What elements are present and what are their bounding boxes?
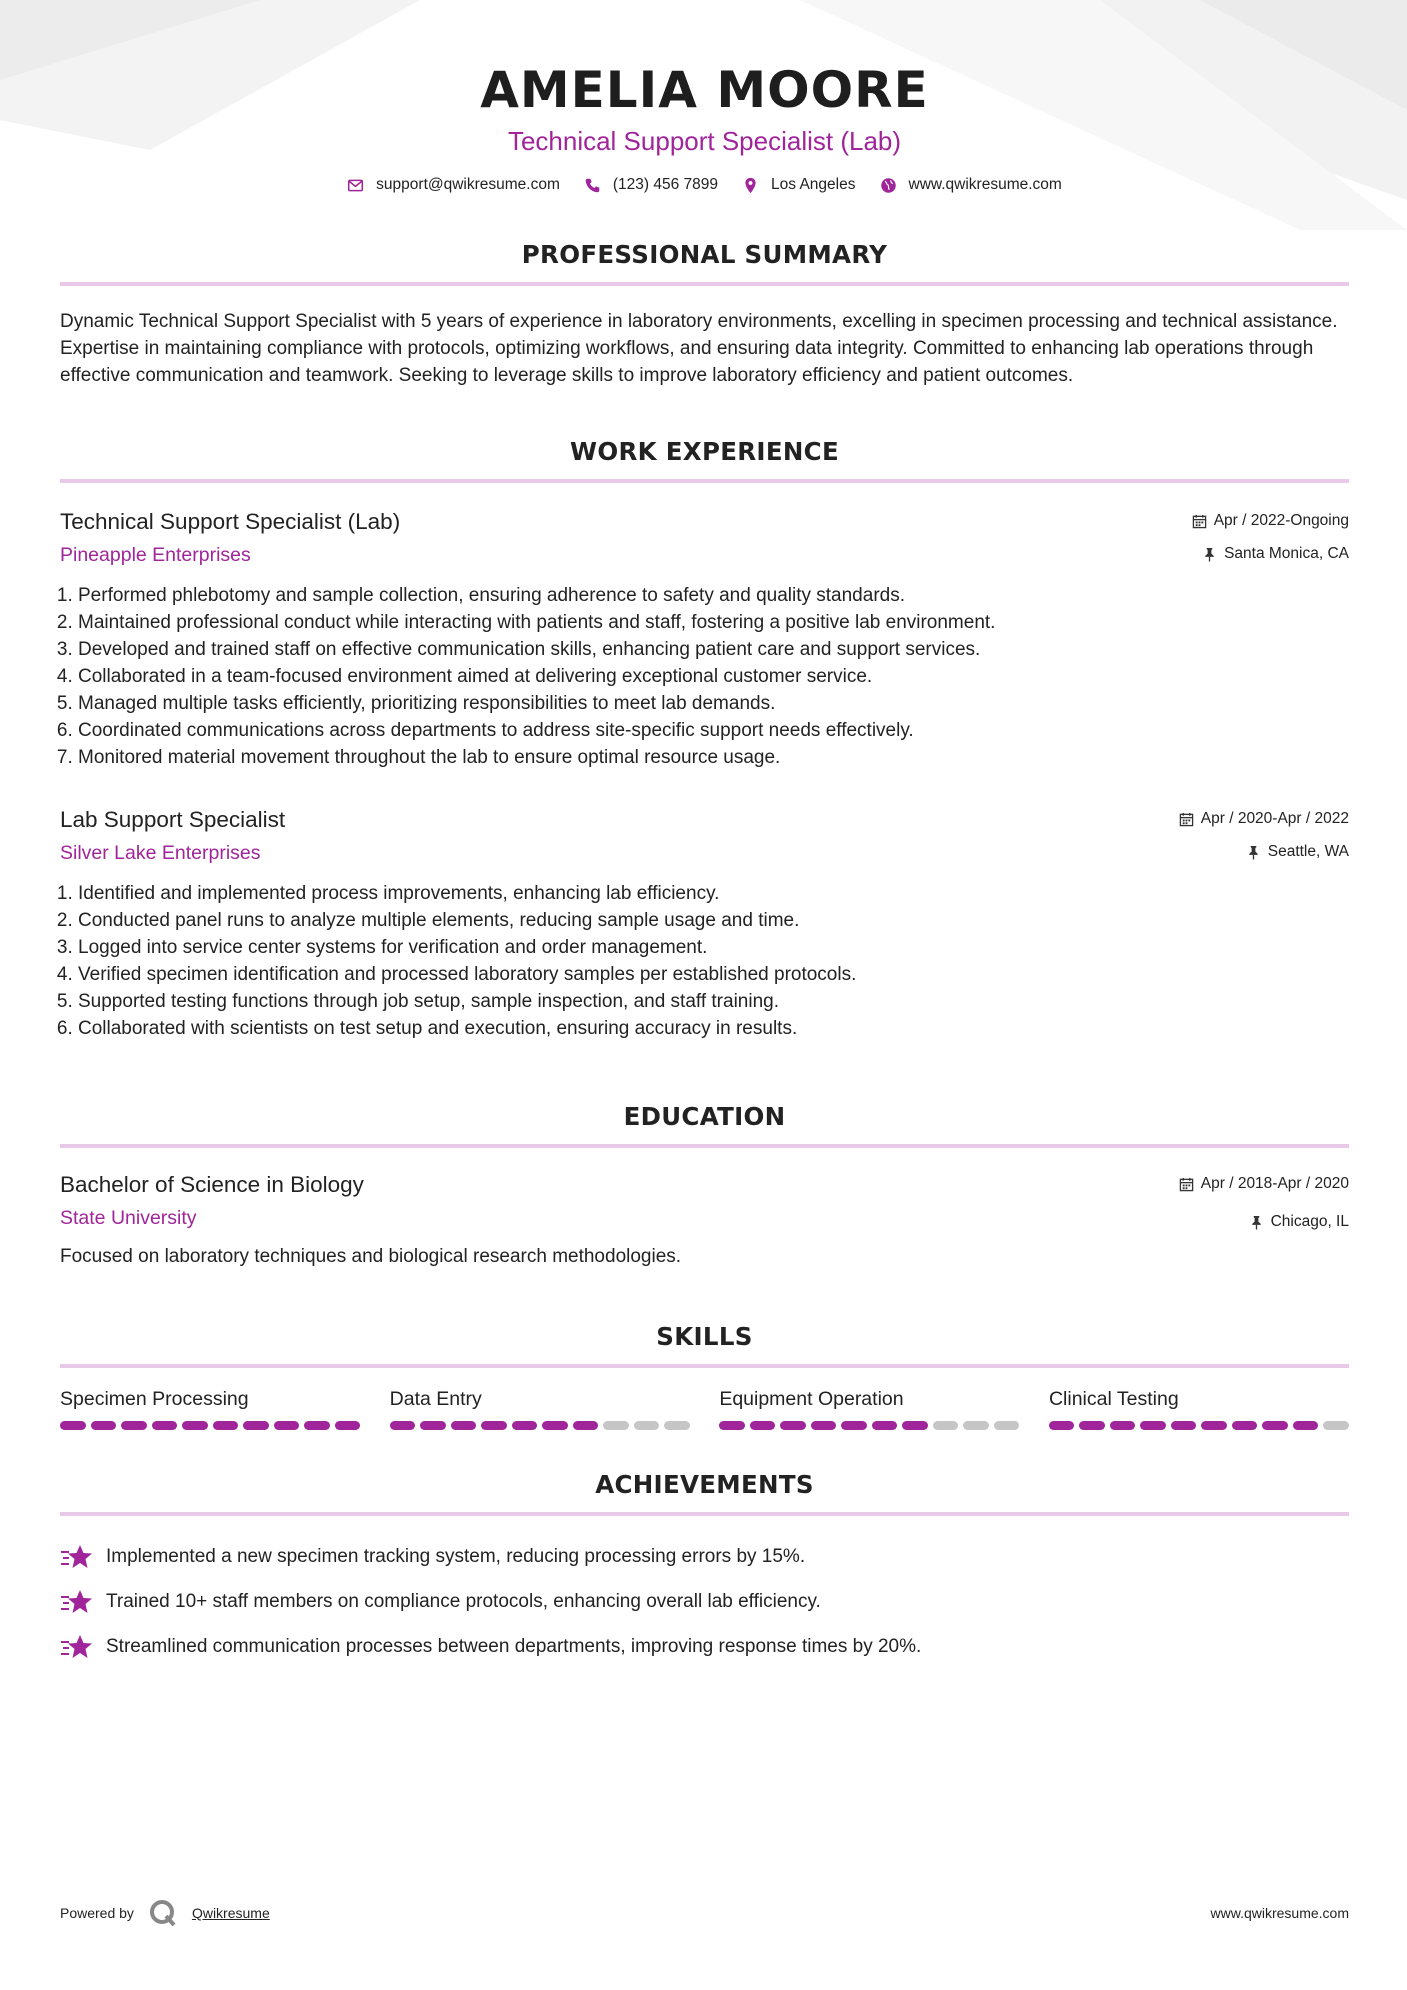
skill-level-segment: [1140, 1421, 1166, 1430]
resume-page: [60, 0, 1349, 1669]
skill-level-segment: [121, 1421, 147, 1430]
job-location: Santa Monica, CA: [1224, 545, 1349, 562]
qwikresume-logo-icon: [148, 1898, 178, 1928]
skill-level-segment: [1049, 1421, 1075, 1430]
job-location: Seattle, WA: [1267, 843, 1349, 860]
education-entry: [60, 1170, 1349, 1270]
skill-level-segment: [780, 1421, 806, 1430]
calendar-icon: [1192, 514, 1207, 529]
skill-level-segment: [573, 1421, 599, 1430]
skill-item: [60, 1386, 360, 1430]
experience-section: [60, 437, 1349, 1042]
contact-website[interactable]: [880, 176, 1062, 194]
footer-website[interactable]: www.qwikresume.com: [1210, 1905, 1349, 1921]
skill-name: Specimen Processing: [60, 1388, 249, 1410]
star-icon: [60, 1588, 94, 1616]
qwikresume-link[interactable]: Qwikresume: [191, 1905, 270, 1921]
candidate-name: AMELIA MOORE: [480, 61, 929, 119]
job-meta: [1179, 809, 1349, 875]
globe-icon: [880, 177, 897, 194]
skill-level-segment: [1201, 1421, 1227, 1430]
skill-level-segment: [213, 1421, 239, 1430]
contact-location: [742, 176, 855, 194]
list-item: 5. Managed multiple tasks efficiently, prioritizing responsibilities to meet lab demands.: [78, 690, 1349, 717]
list-item: 5. Supported testing functions through job setup, sample inspection, and staff training.: [78, 988, 1349, 1015]
skill-level-segment: [512, 1421, 538, 1430]
list-item: 6. Coordinated communications across departments to address site-specific support needs effectively.: [78, 717, 1349, 744]
skill-level-segment: [274, 1421, 300, 1430]
pin-icon: [1202, 547, 1217, 562]
job-entry: [60, 805, 1349, 1042]
list-item: 6. Collaborated with scientists on test setup and execution, ensuring accuracy in results.: [78, 1015, 1349, 1042]
school-name: State University: [60, 1207, 197, 1229]
skill-level-segment: [1262, 1421, 1288, 1430]
skill-level-segment: [603, 1421, 629, 1430]
skill-level-segment: [335, 1421, 361, 1430]
skill-level-bar: [719, 1421, 1019, 1430]
skill-level-segment: [1232, 1421, 1258, 1430]
summary-heading: PROFESSIONAL SUMMARY: [521, 240, 888, 269]
education-heading: EDUCATION: [623, 1102, 786, 1131]
skill-level-segment: [243, 1421, 269, 1430]
skill-level-segment: [304, 1421, 330, 1430]
skills-heading: SKILLS: [656, 1322, 753, 1351]
summary-text: Dynamic Technical Support Specialist with 5 years of experience in laboratory environments, excelling in specimen processing and technical assistance. Expertise in maintaining compliance with protocols, optimizing workflows, and ensuring data integrity. Committed to enhancing lab operations through effective communication and teamwork. Seeking to leverage skills to improve laboratory efficiency and patient outcomes.: [60, 311, 1338, 386]
section-divider: [60, 282, 1349, 286]
achievement-text: Streamlined communication processes between departments, improving response times by 20%.: [106, 1635, 922, 1657]
skill-item: [390, 1386, 690, 1430]
list-item: 7. Monitored material movement throughout the lab to ensure optimal resource usage.: [78, 744, 1349, 771]
skill-level-segment: [1110, 1421, 1136, 1430]
achievements-list: [60, 1534, 1349, 1669]
email-icon: [347, 177, 364, 194]
phone-icon: [584, 177, 601, 194]
job-dates: Apr / 2022-Ongoing: [1213, 512, 1349, 529]
skill-level-bar: [60, 1421, 360, 1430]
skill-level-segment: [152, 1421, 178, 1430]
achievement-item: [60, 1534, 1349, 1579]
job-entry: [60, 507, 1349, 771]
skill-level-segment: [1293, 1421, 1319, 1430]
achievements-section: [60, 1470, 1349, 1669]
job-title: Technical Support Specialist (Lab): [60, 509, 401, 534]
section-divider: [60, 1144, 1349, 1148]
skill-level-segment: [902, 1421, 928, 1430]
section-divider: [60, 479, 1349, 483]
calendar-icon: [1179, 812, 1194, 827]
job-bullets: [60, 582, 1349, 771]
achievement-text: Implemented a new specimen tracking system, reducing processing errors by 15%.: [106, 1545, 806, 1567]
contact-row: [60, 176, 1349, 194]
skill-level-segment: [451, 1421, 477, 1430]
list-item: 1. Performed phlebotomy and sample collection, ensuring adherence to safety and quality standards.: [78, 582, 1349, 609]
skill-level-segment: [750, 1421, 776, 1430]
star-icon: [60, 1543, 94, 1571]
education-location: Chicago, IL: [1270, 1213, 1349, 1230]
achievement-text: Trained 10+ staff members on compliance protocols, enhancing overall lab efficiency.: [106, 1590, 821, 1612]
footer-brand: [60, 1898, 270, 1928]
list-item: 4. Verified specimen identification and processed laboratory samples per established protocols.: [78, 961, 1349, 988]
skill-level-segment: [60, 1421, 86, 1430]
star-icon: [60, 1633, 94, 1661]
skill-level-segment: [841, 1421, 867, 1430]
candidate-title: Technical Support Specialist (Lab): [507, 126, 902, 156]
achievement-item: [60, 1579, 1349, 1624]
skill-level-segment: [719, 1421, 745, 1430]
list-item: 2. Conducted panel runs to analyze multiple elements, reducing sample usage and time.: [78, 907, 1349, 934]
contact-phone-text: (123) 456 7899: [612, 176, 719, 193]
job-dates: Apr / 2020-Apr / 2022: [1200, 810, 1349, 827]
contact-email-text: support@qwikresume.com: [376, 176, 560, 193]
job-bullets: [60, 880, 1349, 1042]
section-divider: [60, 1512, 1349, 1516]
calendar-icon: [1179, 1177, 1194, 1192]
skill-level-segment: [182, 1421, 208, 1430]
list-item: 3. Developed and trained staff on effective communication skills, enhancing patient care and support services.: [78, 636, 1349, 663]
skill-level-segment: [963, 1421, 989, 1430]
education-meta: [1179, 1174, 1349, 1245]
skill-level-segment: [872, 1421, 898, 1430]
skill-level-segment: [1171, 1421, 1197, 1430]
education-dates: Apr / 2018-Apr / 2020: [1200, 1175, 1349, 1192]
skill-level-segment: [811, 1421, 837, 1430]
skill-level-segment: [91, 1421, 117, 1430]
pin-icon: [1249, 1215, 1264, 1230]
achievement-item: [60, 1624, 1349, 1669]
skill-level-segment: [390, 1421, 416, 1430]
skill-level-segment: [542, 1421, 568, 1430]
skill-item: [1049, 1386, 1349, 1430]
page-footer: [60, 1898, 1349, 1928]
job-company: Silver Lake Enterprises: [60, 842, 261, 864]
skill-level-segment: [933, 1421, 959, 1430]
summary-section: [60, 240, 1349, 389]
skill-level-bar: [390, 1421, 690, 1430]
contact-website-text: www.qwikresume.com: [908, 176, 1062, 193]
section-divider: [60, 1364, 1349, 1368]
skills-list: [60, 1386, 1349, 1430]
job-company: Pineapple Enterprises: [60, 544, 251, 566]
contact-email[interactable]: [347, 176, 560, 194]
list-item: 2. Maintained professional conduct while interacting with patients and staff, fostering a positive lab environment.: [78, 609, 1349, 636]
skill-level-segment: [1323, 1421, 1349, 1430]
powered-by-label: Powered by: [60, 1905, 134, 1921]
achievements-heading: ACHIEVEMENTS: [595, 1470, 814, 1499]
education-description: Focused on laboratory techniques and biological research methodologies.: [60, 1246, 682, 1267]
skill-level-segment: [664, 1421, 690, 1430]
skill-level-segment: [1079, 1421, 1105, 1430]
education-section: [60, 1102, 1349, 1270]
list-item: 1. Identified and implemented process improvements, enhancing lab efficiency.: [78, 880, 1349, 907]
degree-title: Bachelor of Science in Biology: [60, 1172, 364, 1197]
skill-level-bar: [1049, 1421, 1349, 1430]
location-icon: [742, 177, 759, 194]
skill-level-segment: [634, 1421, 660, 1430]
skill-item: [719, 1386, 1019, 1430]
list-item: 3. Logged into service center systems for verification and order management.: [78, 934, 1349, 961]
skill-level-segment: [994, 1421, 1020, 1430]
experience-heading: WORK EXPERIENCE: [570, 437, 839, 466]
contact-phone[interactable]: [584, 176, 718, 194]
skill-level-segment: [481, 1421, 507, 1430]
skills-section: [60, 1322, 1349, 1430]
job-title: Lab Support Specialist: [60, 807, 286, 832]
resume-header: [60, 58, 1349, 194]
skill-name: Equipment Operation: [719, 1388, 904, 1410]
job-meta: [1192, 511, 1349, 577]
skill-name: Data Entry: [389, 1388, 482, 1410]
pin-icon: [1246, 845, 1261, 860]
contact-location-text: Los Angeles: [771, 176, 856, 193]
list-item: 4. Collaborated in a team-focused environment aimed at delivering exceptional customer service.: [78, 663, 1349, 690]
skill-level-segment: [420, 1421, 446, 1430]
skill-name: Clinical Testing: [1048, 1388, 1179, 1410]
